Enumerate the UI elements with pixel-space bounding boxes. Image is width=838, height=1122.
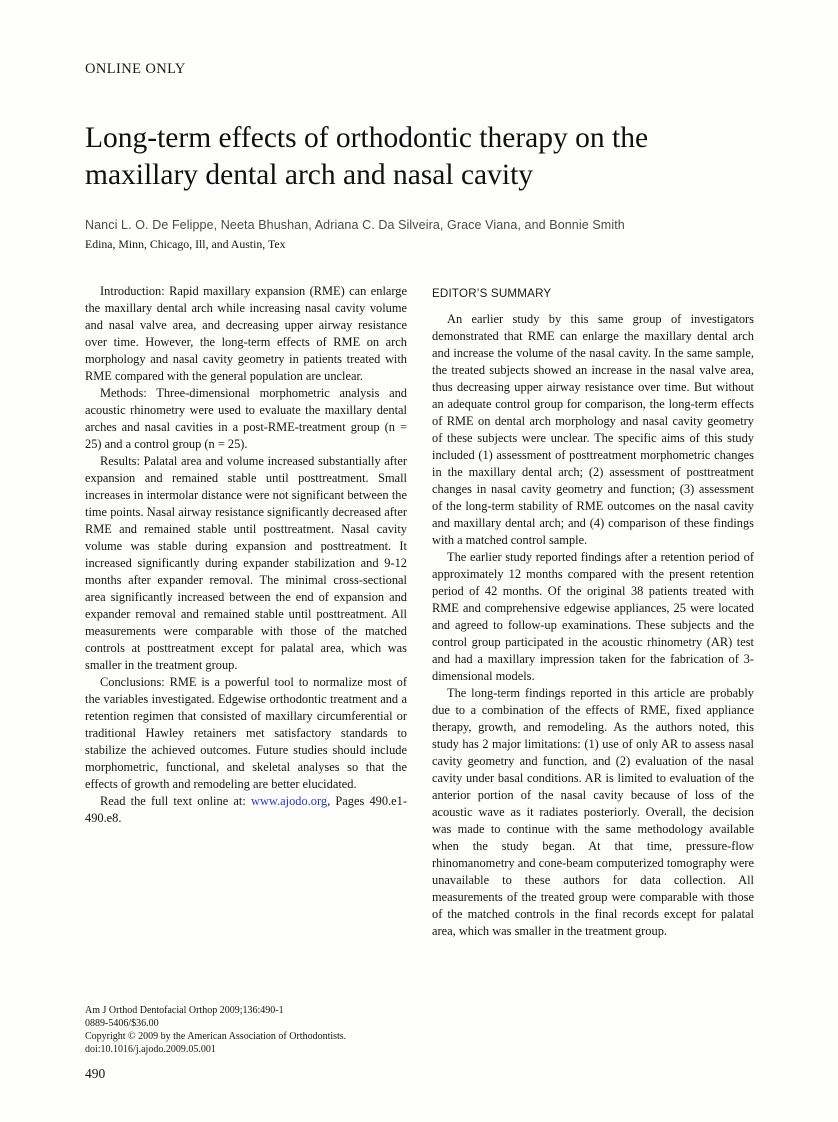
two-column-body — [85, 283, 754, 940]
citation-issn-line: 0889-5406/$36.00 — [85, 1018, 159, 1029]
citation-journal-line: Am J Orthod Dentofacial Orthop 2009;136:490-1 — [85, 1005, 284, 1016]
affiliations-line: Edina, Minn, Chicago, Ill, and Austin, Tex — [85, 237, 286, 251]
authors-line: Nanci L. O. De Felippe, Neeta Bhushan, Adriana C. Da Silveira, Grace Viana, and Bonnie Smith — [85, 218, 625, 232]
ajodo-link[interactable]: www.ajodo.org — [251, 794, 328, 808]
abstract-column — [85, 283, 407, 940]
footer-citation — [85, 1004, 346, 1056]
abstract-paragraph-results: Results: Palatal area and volume increased substantially after expansion and remained stable until posttreatment. Small increases in intermolar distance were not significant between the time points. Nasal airway resistance significantly decreased after RME and remained stable until posttreatment. Nasal cavity volume was stable during expansion and posttreatment. It increased significantly during expander stabilization and 9-12 months after expander removal. The minimal cross-sectional area significantly increased between the end of expansion and expander removal and remained stable until posttreatment. All measurements were comparable with those of the matched controls at posttreatment except for palatal area, which was smaller in the treatment group. — [85, 454, 407, 672]
abstract-paragraph-introduction: Introduction: Rapid maxillary expansion (RME) can enlarge the maxillary dental arch while increasing nasal cavity volume and nasal valve area, and decreasing upper airway resistance over time. However, the long-term effects of RME on arch morphology and nasal cavity geometry in patients treated with RME compared with the general population are unclear. — [85, 284, 407, 383]
editors-summary-paragraph: The earlier study reported findings after a retention period of approximately 12 months compared with the present retention period of 42 months. Of the original 38 patients treated with RME and comprehensive edgewise appliances, 25 were located and agreed to follow-up examinations. These subjects and the control group participated in the acoustic rhinometry (AR) test and had a maxillary impression taken for the fabrication of 3-dimensional models. — [432, 550, 754, 683]
citation-doi-line: doi:10.1016/j.ajodo.2009.05.001 — [85, 1044, 216, 1055]
editors-summary-paragraph: An earlier study by this same group of investigators demonstrated that RME can enlarge the maxillary dental arch and increase the volume of the nasal cavity. In the same sample, the treated subjects showed an increase in the nasal valve area, thus decreasing upper airway resistance over time. But without an adequate control group for comparison, the long-term effects of RME on dental arch morphology and nasal cavity geometry of these subjects were unclear. The specific aims of this study included (1) assessment of posttreatment morphometric changes in the maxillary dental arch; (2) assessment of posttreatment changes in nasal cavity geometry and function; (3) assessment of the long-term stability of RME outcomes on the nasal cavity and maxillary dental arch; and (4) comparison of these findings with a matched control sample. — [432, 312, 754, 547]
online-only-label: ONLINE ONLY — [85, 61, 186, 77]
citation-copyright-line: Copyright © 2009 by the American Association of Orthodontists. — [85, 1031, 347, 1042]
article-title: Long-term effects of orthodontic therapy on the maxillary dental arch and nasal cavity — [85, 122, 649, 191]
read-online-line — [85, 793, 407, 827]
page-content — [85, 0, 754, 940]
editors-summary-heading: EDITOR’S SUMMARY — [432, 287, 552, 300]
editors-summary-column — [432, 283, 754, 940]
page-number: 490 — [85, 1066, 106, 1081]
read-online-prefix: Read the full text online at: — [100, 794, 251, 808]
read-online-suffix: , Pages 490.e1-490.e8. — [85, 794, 407, 825]
abstract-paragraph-methods: Methods: Three-dimensional morphometric analysis and acoustic rhinometry were used to evaluate the maxillary dental arches and nasal cavities in a post-RME-treatment group (n = 25) and a control group (n = 25). — [85, 386, 407, 451]
editors-summary-paragraph: The long-term findings reported in this article are probably due to a combination of the effects of RME, fixed appliance therapy, growth, and remodeling. As the authors noted, this study has 2 major limitations: (1) use of only AR to assess nasal cavity geometry and function, and (2) evaluation of the nasal cavity under basal conditions. AR is limited to evaluation of the anterior portion of the nasal cavity because of loss of the acoustic wave as it radiates posteriorly. Overall, the decision was made to continue with the same methodology available when the study began. At that time, pressure-flow rhinomanometry and cone-beam computerized tomography were unavailable to these authors for data collection. All measurements of the treated group were comparable with those of the matched controls in the final records except for palatal area, which was smaller in the treatment group. — [432, 686, 754, 938]
abstract-paragraph-conclusions: Conclusions: RME is a powerful tool to normalize most of the variables investigated. Edgewise orthodontic treatment and a retention regimen that consisted of maxillary circumferential or traditional Hawley retainers met satisfactory standards to stabilize the achieved outcomes. Future studies should include morphometric, functional, and skeletal analyses so that the effects of growth and remodeling are better elucidated. — [85, 675, 407, 791]
